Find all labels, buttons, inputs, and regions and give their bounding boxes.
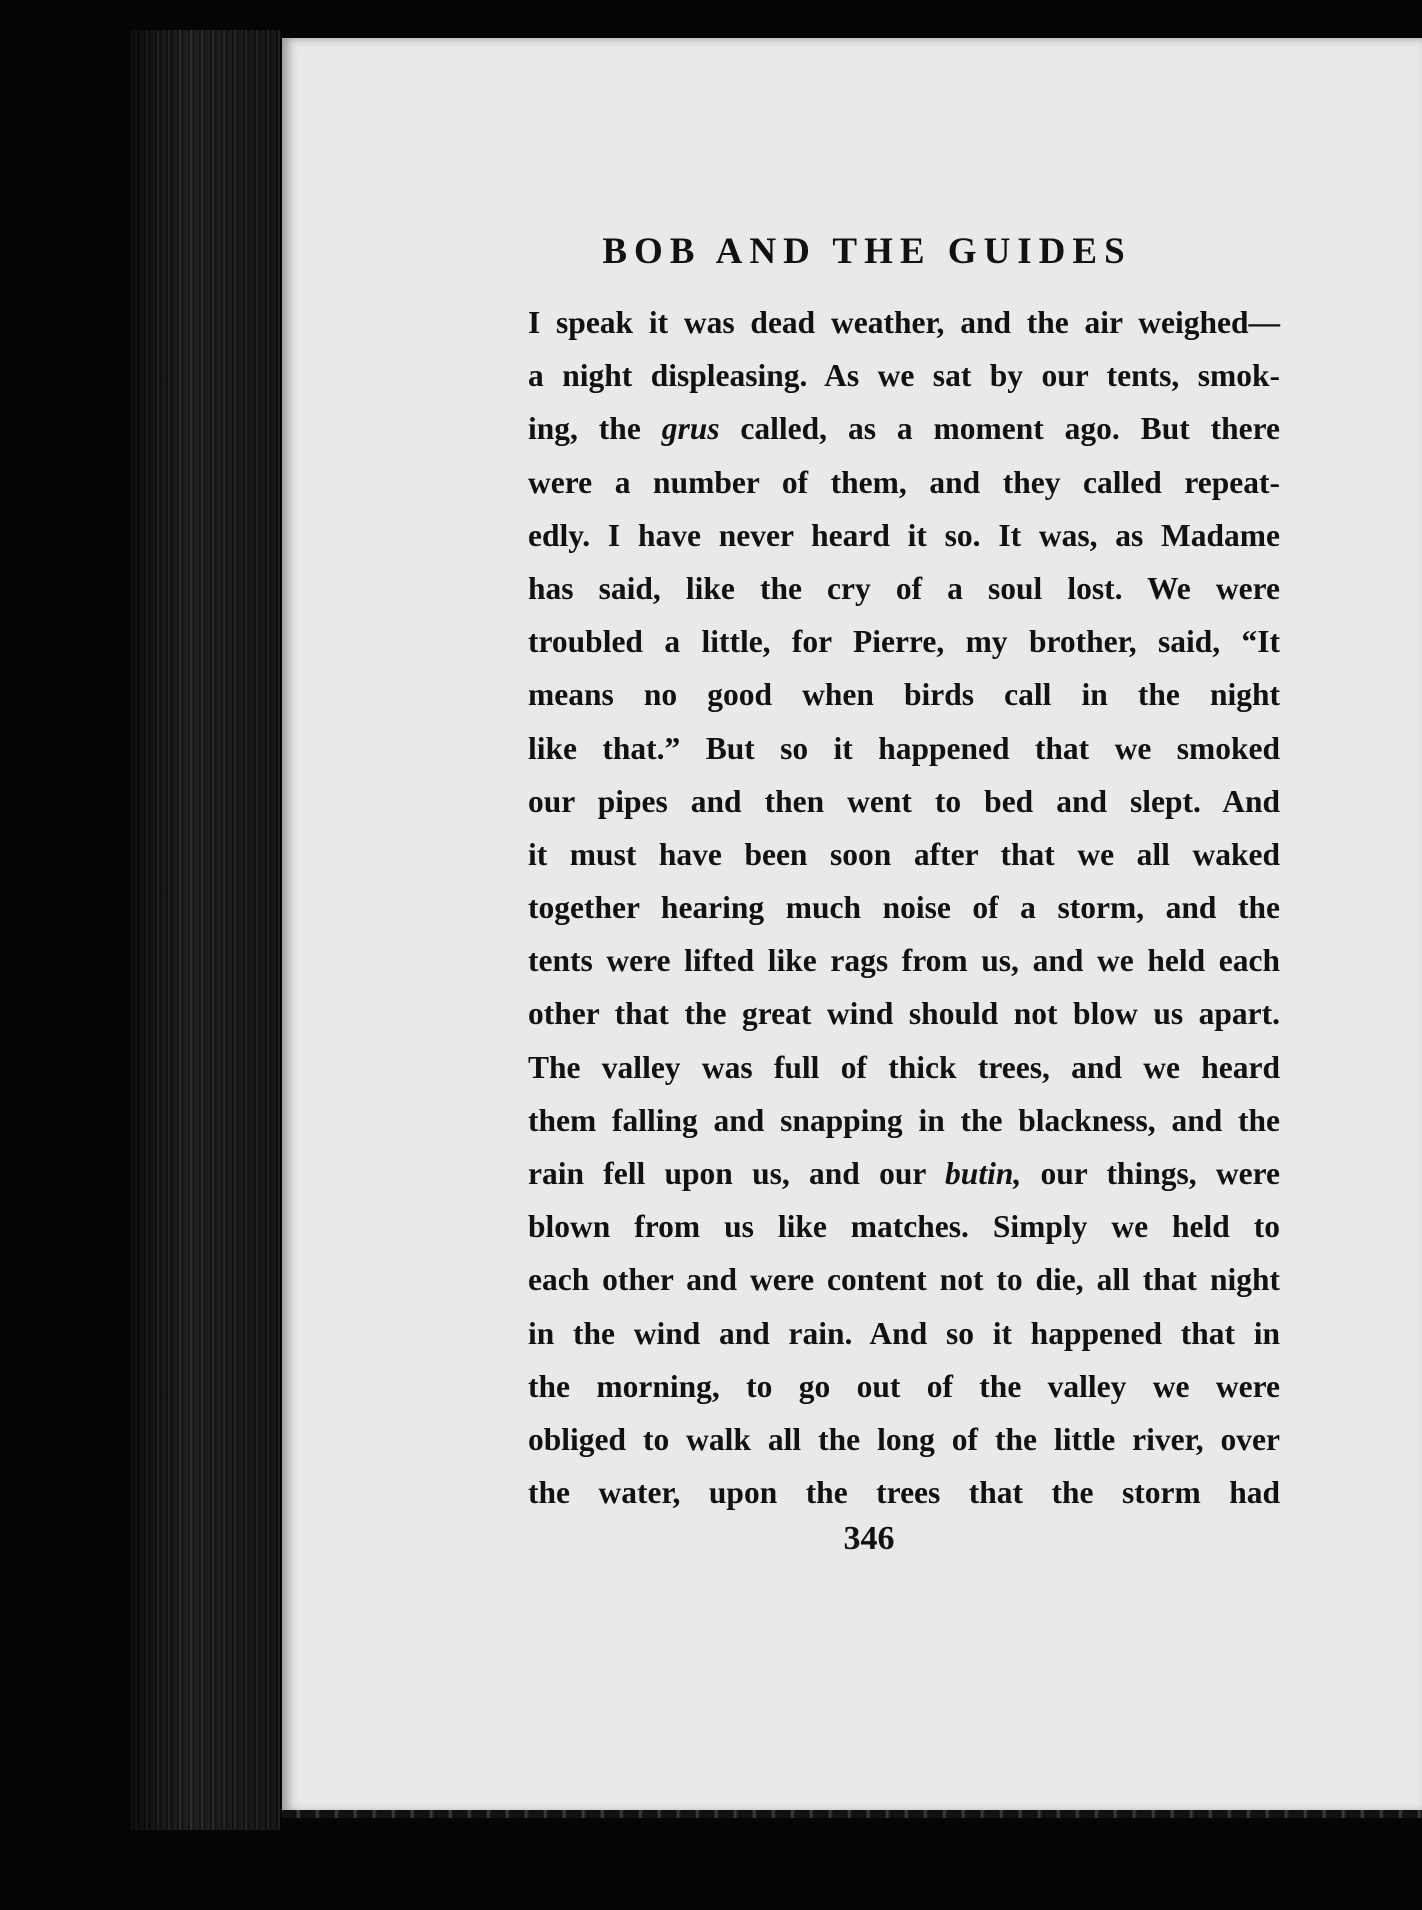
text-line: other that the great wind should not blow us apart. — [528, 996, 1280, 1032]
text-line: I speak it was dead weather, and the air weighed— — [528, 305, 1280, 340]
text-line: were a number of them, and they called repeat- — [528, 464, 1280, 500]
text-line: has said, like the cry of a soul lost. We were — [528, 570, 1280, 606]
page-number: 346 — [843, 1520, 895, 1557]
page-sheet — [282, 38, 1422, 1813]
text-line: a night displeasing. As we sat by our tents, smok- — [528, 358, 1280, 394]
text-segment: rain fell upon us, and our — [528, 1156, 946, 1191]
italic-word: grus — [661, 411, 720, 447]
text-line: like that.” But so it happened that we smoked — [528, 730, 1280, 766]
text-line: the morning, to go out of the valley we were — [528, 1368, 1280, 1404]
text-line — [528, 1147, 1280, 1200]
text-line: them falling and snapping in the blackness, and the — [528, 1102, 1280, 1138]
text-line: edly. I have never heard it so. It was, as Madame — [528, 517, 1280, 553]
text-line: our pipes and then went to bed and slept. And — [528, 783, 1280, 819]
italic-word: butin, — [945, 1156, 1022, 1191]
text-line: it must have been soon after that we all waked — [528, 836, 1280, 872]
text-segment: our things, were — [1021, 1156, 1281, 1191]
text-line: blown from us like matches. Simply we held to — [528, 1209, 1280, 1245]
text-segment: ing, the — [528, 411, 662, 447]
running-head: BOB AND THE GUIDES — [602, 231, 1132, 272]
text-line: together hearing much noise of a storm, and the — [528, 890, 1280, 926]
text-line: means no good when birds call in the night — [528, 677, 1280, 713]
text-segment: called, as a moment ago. But there — [719, 411, 1280, 447]
text-line: in the wind and rain. And so it happened that in — [528, 1315, 1280, 1351]
body-text — [528, 296, 1280, 1519]
book-spine-edge — [130, 30, 280, 1830]
text-line: tents were lifted like rags from us, and we held each — [528, 943, 1280, 979]
text-line — [528, 402, 1280, 455]
text-line: troubled a little, for Pierre, my brother, said, “It — [528, 624, 1280, 660]
text-line: the water, upon the trees that the storm had — [528, 1475, 1280, 1511]
page-bottom-edge — [282, 1810, 1422, 1818]
text-line: obliged to walk all the long of the little river, over — [528, 1421, 1280, 1457]
text-line: The valley was full of thick trees, and we heard — [528, 1049, 1280, 1085]
text-line: each other and were content not to die, all that night — [528, 1262, 1280, 1298]
